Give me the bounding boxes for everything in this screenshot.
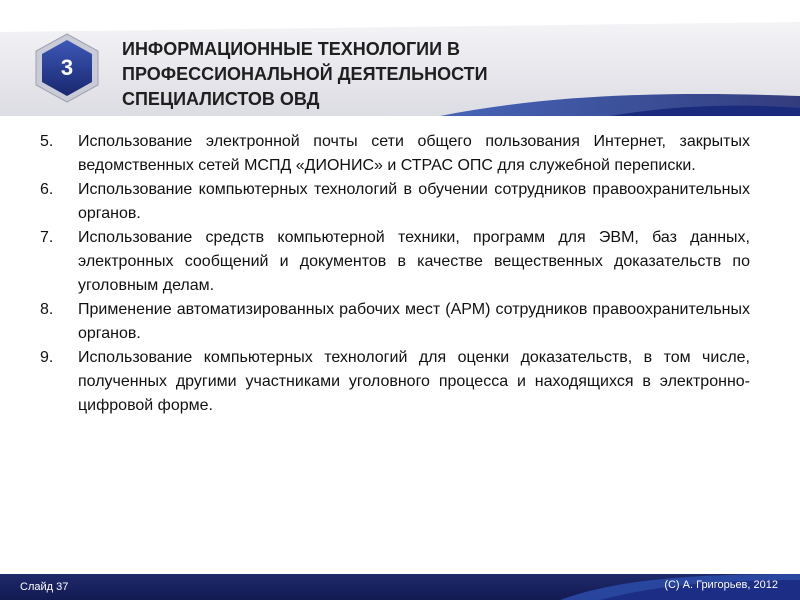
- list-item: [40, 346, 750, 418]
- list-item-text: Использование электронной почты сети общего пользования Интернет, закрытых ведомственных сетей МСПД «ДИОНИС» и СТРАС ОПС для служебной переписки.: [78, 133, 750, 174]
- slide-title-line: СПЕЦИАЛИСТОВ ОВД: [122, 89, 320, 109]
- list-item-number: 7.: [40, 229, 54, 246]
- list-item-number: 5.: [40, 133, 54, 150]
- list-item-text: Использование компьютерных технологий в обучении сотрудников правоохранительных органов.: [78, 181, 750, 222]
- slide-number: Слайд 37: [20, 581, 69, 593]
- list-item: [40, 298, 750, 346]
- list-item-text: Использование компьютерных технологий для оценки доказательств, в том числе, полученных другими участниками уголовного процесса и находящихся в электронно-цифровой форме.: [78, 349, 750, 414]
- list-item: [40, 178, 750, 226]
- footer-bar: [0, 574, 800, 600]
- section-number: 3: [60, 55, 74, 80]
- list-item: [40, 226, 750, 298]
- list-item-number: 8.: [40, 301, 54, 318]
- list-item-number: 6.: [40, 181, 54, 198]
- list-item-text: Использование средств компьютерной техники, программ для ЭВМ, баз данных, электронных сообщений и документов в качестве вещественных доказательств по уголовным делам.: [78, 229, 750, 294]
- section-number-badge: [33, 32, 101, 104]
- copyright-text: (C) А. Григорьев, 2012: [664, 579, 778, 591]
- numbered-list: [40, 130, 750, 418]
- list-item-text: Применение автоматизированных рабочих мест (АРМ) сотрудников правоохранительных органов.: [78, 301, 750, 342]
- list-item: [40, 130, 750, 178]
- slide-title: [122, 37, 682, 112]
- slide-title-line: ПРОФЕССИОНАЛЬНОЙ ДЕЯТЕЛЬНОСТИ: [122, 64, 488, 84]
- slide-title-line: ИНФОРМАЦИОННЫЕ ТЕХНОЛОГИИ В: [122, 39, 461, 59]
- list-item-number: 9.: [40, 349, 54, 366]
